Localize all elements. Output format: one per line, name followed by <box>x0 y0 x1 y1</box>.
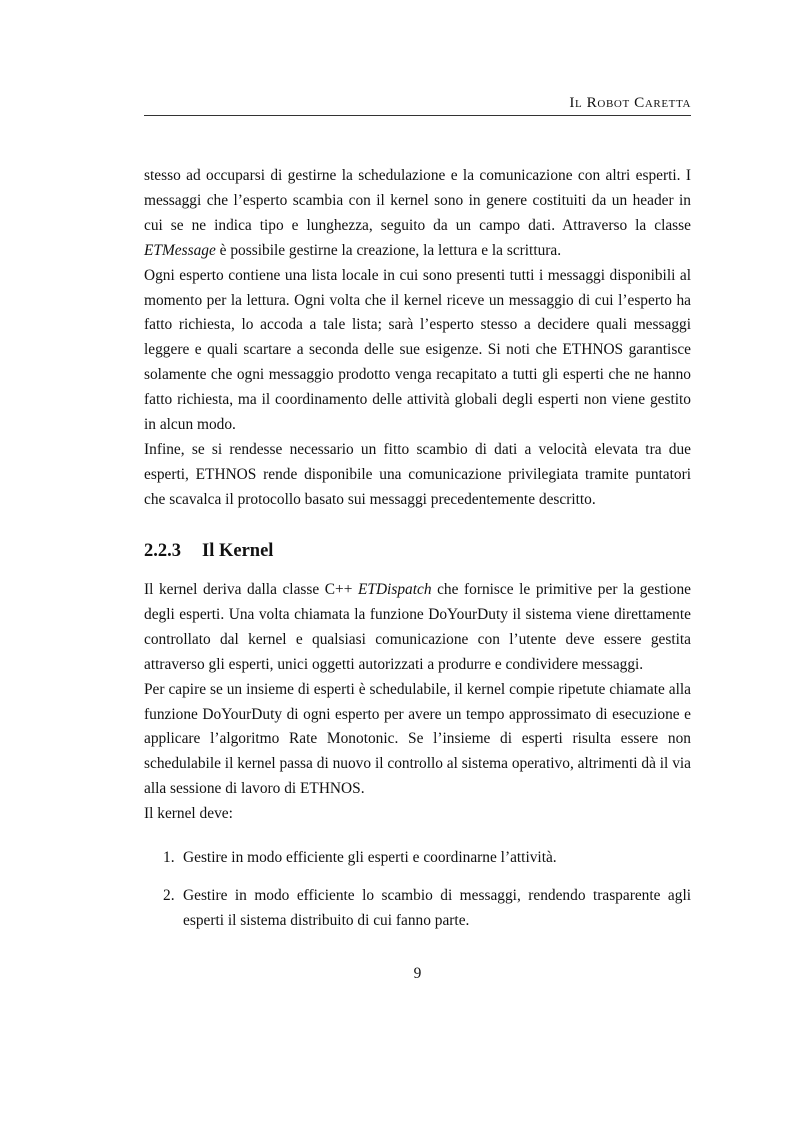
paragraph-text: è possibile gestirne la creazione, la lettura e la scrittura. <box>215 241 562 259</box>
section-body <box>144 578 691 827</box>
running-head: Il Robot Caretta <box>569 94 691 111</box>
list-item-text: Gestire in modo efficiente gli esperti e coordinarne l’attività. <box>183 849 557 866</box>
class-name: ETMessage <box>144 241 216 259</box>
section-title: Il Kernel <box>202 541 274 561</box>
paragraph: Per capire se un insieme di esperti è schedulabile, il kernel compie ripetute chiamate alla funzione DoYourDuty di ogni esperto per avere un tempo approssimato di esecuzione e applicare l’algoritmo Rate Monotonic. Se l’insieme di esperti risulta essere non schedulabile il kernel passa di nuovo il controllo al sistema operativo, altrimenti dà il via alla sessione di lavoro di ETHNOS. <box>144 680 691 798</box>
paragraph-text: Il kernel deriva dalla classe C++ <box>144 581 358 598</box>
section-number: 2.2.3 <box>144 541 181 561</box>
list-item-text: Gestire in modo efficiente lo scambio di messaggi, rendendo trasparente agli esperti il sistema distribuito di cui fanno parte. <box>183 886 691 929</box>
class-name: ETDispatch <box>357 581 432 598</box>
paragraph: Ogni esperto contiene una lista locale in cui sono presenti tutti i messaggi disponibili al momento per la lettura. Ogni volta che il kernel riceve un messaggio di cui l’esperto ha fatto richiesta, lo accoda a tale lista; sarà l’esperto stesso a decidere quali messaggi leggere e quali scartare a seconda delle sue esigenze. Si noti che ETHNOS garantisce solamente che ogni messaggio prodotto venga recapitato a tutti gli esperti che ne hanno fatto richiesta, ma il coordinamento delle attività globali degli esperti non viene gestito in alcun modo. <box>144 266 691 434</box>
paragraph-text: stesso ad occuparsi di gestirne la schedulazione e la comunicazione con altri esperti. I messaggi che l’esperto scambia con il kernel sono in genere costituiti da un header in cui se ne indica tipo e lunghezza, seguito da un campo dati. Attraverso la classe <box>144 167 691 234</box>
requirements-list <box>144 846 691 947</box>
list-marker: 1. <box>163 849 175 866</box>
header-rule <box>144 115 691 116</box>
intro-body <box>144 164 691 513</box>
list-item <box>144 846 691 871</box>
section-heading <box>144 541 273 562</box>
list-item <box>144 884 691 934</box>
list-marker: 2. <box>163 886 175 904</box>
paragraph: Infine, se si rendesse necessario un fitto scambio di dati a velocità elevata tra due esperti, ETHNOS rende disponibile una comunicazione privilegiata tramite puntatori che scavalca il protocollo basato sui messaggi precedentemente descritto. <box>144 440 691 508</box>
paragraph <box>144 578 691 678</box>
paragraph: Il kernel deve: <box>144 805 233 823</box>
paragraph-text: che fornisce le primitive per la gestione degli esperti. Una volta chiamata la funzione DoYourDuty il sistema viene direttamente controllato dal kernel e qualsiasi comunicazione con l’utente deve essere gestita attraverso gli esperti, unici oggetti autorizzati a produrre e condividere messaggi. <box>144 581 691 673</box>
paragraph <box>144 164 691 264</box>
page-number: 9 <box>413 965 422 982</box>
